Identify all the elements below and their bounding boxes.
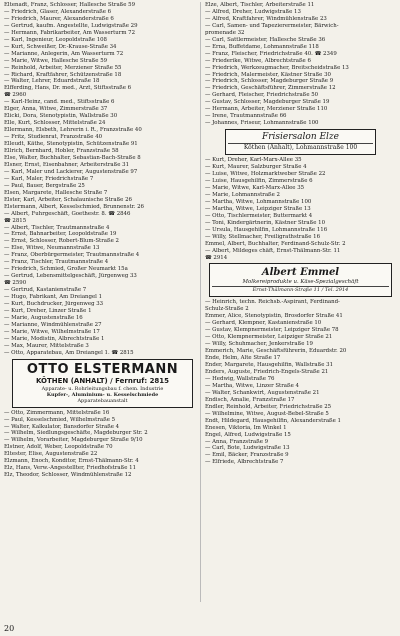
ad-subtitle: Molkereiprodukte u. Käse-Spezialgeschäft xyxy=(242,279,359,286)
right-entries-a xyxy=(205,2,396,127)
directory-entry: — Richard, Kraftfahrer, Schützenstraße 18 xyxy=(4,71,122,78)
directory-entry: — Wilhelm, Vorarbeiter, Magdeburger Straße 9/10 xyxy=(4,437,143,444)
directory-entry: — Willy, Schuhmacher, Jenkerstraße 19 xyxy=(205,341,313,348)
directory-entry: Ellermann, Elsbeth, Lehrerin i. R., Franzstraße 40 xyxy=(4,127,142,134)
directory-entry: Emmer, Alice, Stenotypistin, Brosdorfer Straße 41 xyxy=(205,313,343,320)
directory-entry: — Friedrich, Werkzeugmacher, Breitscheidstraße 13 xyxy=(205,64,349,71)
directory-entry: — Walter, Schankwirt, Augustenstraße 21 xyxy=(205,389,320,396)
directory-entry: — Albert, Fuhrgeschäft, Goethestr. 8. ☎ 2846 xyxy=(4,210,131,217)
directory-entry: — Ernst, Schlosser, Robert-Blum-Straße 2 xyxy=(4,238,119,245)
directory-entry: Elz, Hans, Verw.-Angestellter, Friedhofstraße 11 xyxy=(4,465,137,472)
directory-entry: — Heinrich, techn. Reichsb.-Aspirant, Ferdinand- xyxy=(205,299,340,306)
directory-entry: — Erna, Buffetdame, Lohmannstraße 118 xyxy=(205,43,319,50)
ad-otto-elstermann xyxy=(12,359,193,408)
directory-entry: Elfferding, Hans, Dr. med., Arzt, Stiftsstraße 6 xyxy=(4,85,132,92)
right-entries-b xyxy=(205,157,396,261)
directory-entry: — Martha, Witwe, Linzer Straße 4 xyxy=(205,382,299,389)
directory-entry: Elsen, Margarete, Hallesche Straße 7 xyxy=(4,189,108,196)
directory-entry: — Paul, Bauer, Bergstraße 25 xyxy=(4,182,85,189)
directory-entry: — Hermann, Fabrikarbeiter, Am Wasserturm 72 xyxy=(4,29,135,36)
directory-entry: Elstermann, Albert, Kesselschmied, Brunnenstr. 26 xyxy=(4,203,144,210)
directory-entry: — Alfred, Dreher, Ludwigstraße 13 xyxy=(205,8,301,15)
directory-entry: Eltester, Elise, Augustenstraße 22 xyxy=(4,451,98,458)
directory-entry: — Gerhard, Fleischer, Friedrichstraße 50 xyxy=(205,92,319,99)
ad-subtitle: Köthen (Anhalt), Lohmannstraße 100 xyxy=(228,143,373,152)
directory-entry: — Albert, Tischler, Trautmannstraße 4 xyxy=(4,224,110,231)
directory-entry: — Karl, Maler und Lackierer, Augustenstraße 97 xyxy=(4,168,138,175)
directory-entry: — Reinhold, Arbeiter, Merziener Straße 55 xyxy=(4,64,122,71)
directory-entry: — Marie, Witwe, Hallesche Straße 59 xyxy=(4,57,108,64)
directory-entry: Elstner, Adolf, Weber, Leopoldstraße 70 xyxy=(4,444,113,451)
directory-entry: — Karl-Heinz, cand. med., Stiftsstraße 6 xyxy=(4,99,115,106)
directory-entry: — Kurt, Dreher, Linzer Straße 1 xyxy=(4,307,92,314)
directory-entry: — Gustav, Klempnermeister, Leipziger Straße 78 xyxy=(205,327,339,334)
directory-entry: — Martha, Witwe, Lohmannstraße 100 xyxy=(205,198,312,205)
directory-entry: Elicki, Dora, Stenotypistin, Wallstraße 30 xyxy=(4,113,118,120)
directory-entry: Elger, Anna, Witwe, Zimmerstraße 37 xyxy=(4,106,108,113)
directory-entry: — Otto, Klempnermeister, Leipziger Straße 21 xyxy=(205,334,333,341)
directory-entry: — Marie, Lohmannstraße 2 xyxy=(205,191,280,198)
directory-entry: — Friedrich, Maurer, Alexanderstraße 6 xyxy=(4,15,114,22)
directory-entry: Elle, Kurt, Schlosser, Mittelstraße 24 xyxy=(4,120,106,127)
directory-entry: — Carl, Bote, Ludwigstraße 13 xyxy=(205,445,290,452)
directory-entry: — Kurt, Dreher, Karl-Marx-Allee 35 xyxy=(205,157,302,164)
directory-entry: Eltenadt, Franz, Schlosser, Hallesche Straße 59 xyxy=(4,2,136,8)
directory-entry: — Friedrich, Malermeister, Kästner Straße 30 xyxy=(205,71,331,78)
directory-entry: — Gertrud, Kastanienstraße 7 xyxy=(4,287,87,294)
directory-entry: — Fritz, Studienrat, Franzstraße 40 xyxy=(4,134,103,141)
directory-entry: — Kurt, Buchdrucker, Jürgenweg 33 xyxy=(4,300,104,307)
directory-entry: — Friedrich, Geschäftsführer, Zimmerstraße 12 xyxy=(205,85,336,92)
directory-entry: — Marianne, Windmühlenstraße 27 xyxy=(4,321,102,328)
directory-entry: — Anna, Franzstraße 9 xyxy=(205,438,269,445)
directory-entry: Endt, Hildegard, Hausgehilfin, Alexanderstraße 1 xyxy=(205,417,341,424)
directory-entry: — Albert, Mildeges chäft, Ernst-Thälmann-Str. 11 xyxy=(205,247,341,254)
directory-entry: Ender, Margarete, Hausgehilfin, Wallstraße 31 xyxy=(205,362,334,369)
directory-entry: — Hermann, Arbeiter, Merziener Straße 110 xyxy=(205,106,328,113)
ad-subtitle: KÖTHEN (ANHALT) / Fernruf: 2815 xyxy=(35,376,170,385)
ad-title: OTTO ELSTERMANN xyxy=(26,361,179,377)
ad-title: Albert Emmel xyxy=(261,267,340,279)
directory-entry: — Walter, Lehrer, Eduardstraße 18 xyxy=(4,78,100,85)
right-entries-c xyxy=(205,299,396,466)
left-entries-a xyxy=(4,2,195,357)
directory-entry: Elze, Albert, Tischler, Arbeiterstraße 11 xyxy=(205,2,315,8)
directory-entry: — Gertrud, kaufm. Angestellte, Ludwigstraße 29 xyxy=(4,22,138,29)
directory-entry: — Johannes, Friseur, Lohmannstraße 100 xyxy=(205,120,319,127)
directory-entry: Emmel, Albert, Buchhalter, Ferdinand-Schulz-Str. 2 xyxy=(205,240,346,247)
directory-entry: — Ernst, Bahnarbeiter, Leopoldstraße 19 xyxy=(4,231,117,238)
ad-frisiersalon-elze xyxy=(225,129,376,155)
left-entries-b xyxy=(4,410,195,480)
directory-entry: — Walter, Kalkulator, Bansdorfer Straße 4 xyxy=(4,423,120,430)
ad-line: Apparate- u. Rohrleitungsbau f. chem. Industrie xyxy=(41,385,164,392)
directory-entry: — Carl, Samen- und Tapezierermeister, Bärwich- xyxy=(205,22,339,29)
directory-entry: Elster, Karl, Arbeiter, Schalaunische Straße 26 xyxy=(4,196,132,203)
directory-entry: — Friedrich, Schlosser, Magdeburger Straße 9 xyxy=(205,78,334,85)
directory-entry: ☎ 2590 xyxy=(4,280,27,287)
directory-entry: — Franz, Fleischer, Friedrichstraße 40. ☎ 2349 xyxy=(205,50,337,57)
directory-entry: — Kurt, Schweißer, Dr.-Krause-Straße 34 xyxy=(4,43,117,50)
directory-entry: Endler, Reinhold, Arbeiter, Friedrichstraße 25 xyxy=(205,403,332,410)
directory-entry: — Carl, Sattlermeister, Hallesche Straße 36 xyxy=(205,36,326,43)
directory-entry: Ellrich, Bernhard, Hobler, Franzstraße 58 xyxy=(4,148,119,155)
directory-entry: — Alfred, Kraftfahrer, Windmühlenstraße 23 xyxy=(205,15,327,22)
directory-entry: — Elfriede, Albrechtstraße 7 xyxy=(205,459,284,466)
right-column xyxy=(205,2,396,466)
directory-entry: — Karl, Ingenieur, Leopoldstraße 108 xyxy=(4,36,107,43)
directory-entry: ☎ 2815 xyxy=(4,217,27,224)
directory-entry: — Else, Witwe, Neumannstraße 13 xyxy=(4,245,100,252)
left-column xyxy=(4,2,195,479)
directory-entry: — Emil, Bäcker, Franzstraße 9 xyxy=(205,452,289,459)
directory-entry: — Toni, Kindergärtnerin, Kästner Straße 10 xyxy=(205,219,325,226)
ad-line: Apparatebauanstalt xyxy=(77,397,128,404)
page-number: 20 xyxy=(4,624,15,633)
directory-entry: — Marianne, Anlegerin, Am Wasserturm 72 xyxy=(4,50,124,57)
directory-entry: Endisch, Amalie, Franzstraße 17 xyxy=(205,396,295,403)
directory-entry: — Wilhelmine, Witwe, August-Bebel-Straße 5 xyxy=(205,410,329,417)
directory-entry: — Hedwig, Wallstraße 76 xyxy=(205,375,275,382)
ad-title: Frisiersalon Elze xyxy=(261,132,339,143)
directory-entry: — Marie, Modistin, Albrechtstraße 1 xyxy=(4,335,105,342)
directory-entry: Schulz-Straße 2 xyxy=(205,306,249,313)
directory-entry: Ende, Helm, Alte Straße 17 xyxy=(205,355,281,362)
directory-entry: — Gerhard, Klempner, Kastanienstraße 10 xyxy=(205,320,322,327)
directory-entry: Elsner, Ernst, Eisenbahner, Arbeiterstraße 31 xyxy=(4,161,129,168)
directory-entry: Elz, Theodor, Schlosser, Windmühlenstraße 12 xyxy=(4,472,132,479)
directory-entry: — Gertrud, Lebensmittelgeschäft, Jürgenweg 33 xyxy=(4,273,137,280)
directory-entry: promenade 32 xyxy=(205,29,245,36)
directory-entry: — Martha, Witwe, Leipziger Straße 13 xyxy=(205,205,311,212)
directory-entry: — Otto, Tischlermeister, Buttermarkt 4 xyxy=(205,212,313,219)
directory-entry: — Luise, Hausgehilfin, Zimmerstraße 6 xyxy=(205,178,313,185)
directory-entry: — Marie, Augustenstraße 16 xyxy=(4,314,83,321)
column-divider xyxy=(200,2,201,602)
directory-entry: Enesen, Viktoria, Im Winkel 1 xyxy=(205,424,287,431)
directory-entry: — Luise, Witwe, Holzmarktweber Straße 22 xyxy=(205,171,326,178)
directory-entry: — Kurt, Maurer, Salzburger Straße 4 xyxy=(205,164,307,171)
directory-entry: — Ursula, Hausgehilfin, Lohmannstraße 116 xyxy=(205,226,328,233)
directory-entry: — Willy, Stellmacher, Freiligrathstraße 16 xyxy=(205,233,321,240)
directory-entry: Else, Walter, Buchhalter, Sebastian-Bach-Straße 8 xyxy=(4,154,141,161)
directory-entry: — Friedrich, Glaser, Alexanderstraße 6 xyxy=(4,8,112,15)
directory-entry: — Otto, Apparatebau, Am Dreiangel 1. ☎ 2815 xyxy=(4,349,134,356)
directory-entry: — Hugo, Fabrikant, Am Dreiangel 1 xyxy=(4,294,103,301)
directory-entry: — Franz, Tischler, Trautmannstraße 4 xyxy=(4,259,109,266)
directory-entry: — Paul, Kesselschmied, Wilhelmstraße 5 xyxy=(4,416,116,423)
directory-entry: — Otto, Zimmermann, Mittelstraße 16 xyxy=(4,409,110,416)
directory-entry: — Karl, Maler, Friedrichstraße 7 xyxy=(4,175,94,182)
directory-entry: ☎ 2914 xyxy=(205,254,228,261)
directory-entry: — Franz, Oberbürgermeister, Trautmannstraße 4 xyxy=(4,252,140,259)
directory-entry: — Friederike, Witwe, Albrechtstraße 6 xyxy=(205,57,311,64)
ad-albert-emmel xyxy=(209,263,392,297)
directory-entry: — Marie, Witwe, Wilhelmstraße 17 xyxy=(4,328,100,335)
directory-entry: Elzmann, Enoch, Konditor, Ernst-Thälmann-Str. 4 xyxy=(4,458,139,465)
ad-address: Ernst-Thälmann-Straße 11 / Tel. 2914 xyxy=(212,286,389,293)
directory-entry: — Friedrich, Schmied, Großer Neumarkt 15a xyxy=(4,266,128,273)
directory-entry: ☎ 2960 xyxy=(4,92,27,99)
directory-entry: — Wilhelm, Siedlungsgeschäfte, Magdeburger Str. 2 xyxy=(4,430,148,437)
directory-entry: — Gustav, Schlosser, Magdeburger Straße 19 xyxy=(205,99,330,106)
directory-entry: Emmerich, Marie, Geschäftsführerin, Eduardstr. 20 xyxy=(205,348,347,355)
directory-entry: Enders, Auguste, Friedrich-Engels-Straße 21 xyxy=(205,368,329,375)
directory-entry: — Irene, Trautmannstraße 66 xyxy=(205,113,287,120)
directory-entry: — Max, Maurer, Mittelstraße 3 xyxy=(4,342,89,349)
ad-line: Kupfer-, Aluminium- u. Kesselschmiede xyxy=(46,391,159,398)
directory-entry: — Marie, Witwe, Karl-Marx-Allee 35 xyxy=(205,184,305,191)
directory-entry: Elleudt, Käthe, Stenotypistin, Schützenstraße 91 xyxy=(4,141,138,148)
directory-entry: Engel, Alfred, Ludwigstraße 15 xyxy=(205,431,291,438)
